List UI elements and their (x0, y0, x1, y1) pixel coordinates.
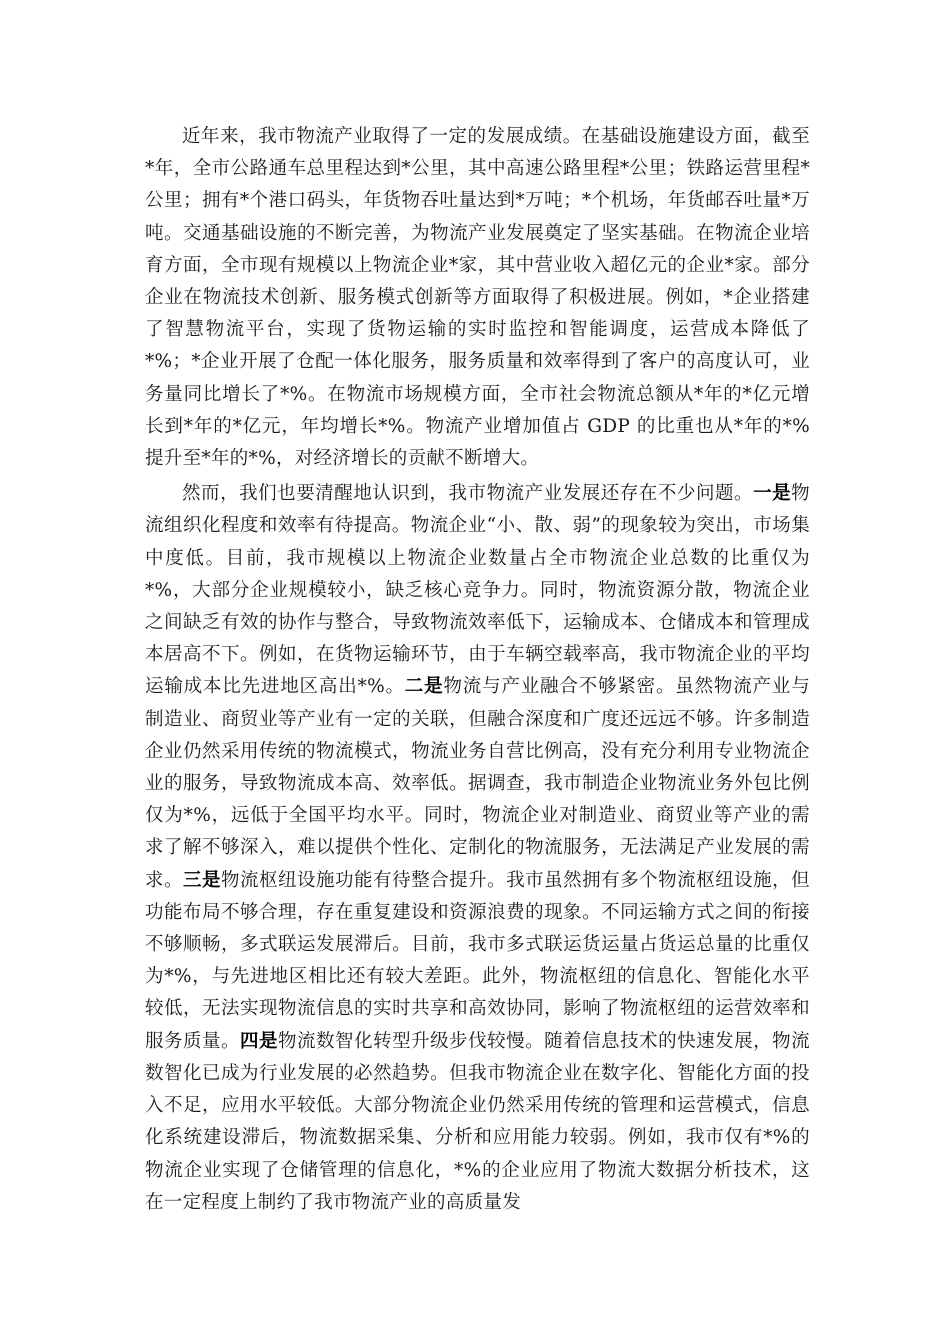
problem-4-lead: 四是 (240, 1030, 279, 1052)
paragraph-achievements-text: 近年来，我市物流产业取得了一定的发展成绩。在基础设施建设方面，截至*年，全市公路通车总里程达到*公里，其中高速公路里程*公里；铁路运营里程*公里；拥有*个港口码头，年货物吞吐量达到*万吨；*个机场，年货邮吞吐量*万吨。交通基础设施的不断完善，为物流产业发展奠定了坚实基础。在物流企业培育方面，全市现有规模以上物流企业*家，其中营业收入超亿元的企业*家。部分企业在物流技术创新、服务模式创新等方面取得了积极进展。例如，*企业搭建了智慧物流平台，实现了货物运输的实时监控和智能调度，运营成本降低了*%；*企业开展了仓配一体化服务，服务质量和效率得到了客户的高度认可，业务量同比增长了*%。在物流市场规模方面，全市社会物流总额从*年的*亿元增长到*年的*亿元，年均增长*%。物流产业增加值占 GDP 的比重也从*年的*%提升至*年的*%，对经济增长的贡献不断增大。 (145, 126, 810, 470)
paragraph-problems (145, 478, 810, 1219)
paragraph-achievements (145, 121, 810, 475)
document-body (145, 121, 810, 1222)
problem-1-text: 物流组织化程度和效率有待提高。物流企业“小、散、弱”的现象较为突出，市场集中度低。目前，我市规模以上物流企业数量占全市物流企业总数的比重仅为*%，大部分企业规模较小，缺乏核心竞争力。同时，物流资源分散，物流企业之间缺乏有效的协作与整合，导致物流效率低下，运输成本、仓储成本和管理成本居高不下。例如，在货物运输环节，由于车辆空载率高，我市物流企业的平均运输成本比先进地区高出*%。 (145, 483, 810, 698)
problems-intro: 然而，我们也要清醒地认识到，我市物流产业发展还存在不少问题。 (182, 483, 754, 505)
problem-1-lead: 一是 (753, 483, 792, 505)
problem-2-text: 物流与产业融合不够紧密。虽然物流产业与制造业、商贸业等产业有一定的关联，但融合深度和广度还远远不够。许多制造企业仍然采用传统的物流模式，物流业务自营比例高，没有充分利用专业物流企业的服务，导致物流成本高、效率低。据调查，我市制造企业物流业务外包比例仅为*%，远低于全国平均水平。同时，物流企业对制造业、商贸业等产业的需求了解不够深入，难以提供个性化、定制化的物流服务，无法满足产业发展的需求。 (145, 676, 810, 891)
problem-3-text: 物流枢纽设施功能有待整合提升。我市虽然拥有多个物流枢纽设施，但功能布局不够合理，存在重复建设和资源浪费的现象。不同运输方式之间的衔接不够顺畅，多式联运发展滞后。目前，我市多式联运货运量占货运总量的比重仅为*%，与先进地区相比还有较大差距。此外，物流枢纽的信息化、智能化水平较低，无法实现物流信息的实时共享和高效协同，影响了物流枢纽的运营效率和服务质量。 (145, 869, 810, 1052)
problem-2-lead: 二是 (404, 676, 444, 698)
problem-3-lead: 三是 (183, 869, 222, 891)
problem-4-text: 物流数智化转型升级步伐较慢。随着信息技术的快速发展，物流数智化已成为行业发展的必然趋势。但我市物流企业在数字化、智能化方面的投入不足，应用水平较低。大部分物流企业仍然采用传统的管理和运营模式，信息化系统建设滞后，物流数据采集、分析和应用能力较弱。例如，我市仅有*%的物流企业实现了仓储管理的信息化，*%的企业应用了物流大数据分析技术，这在一定程度上制约了我市物流产业的高质量发 (145, 1030, 810, 1213)
